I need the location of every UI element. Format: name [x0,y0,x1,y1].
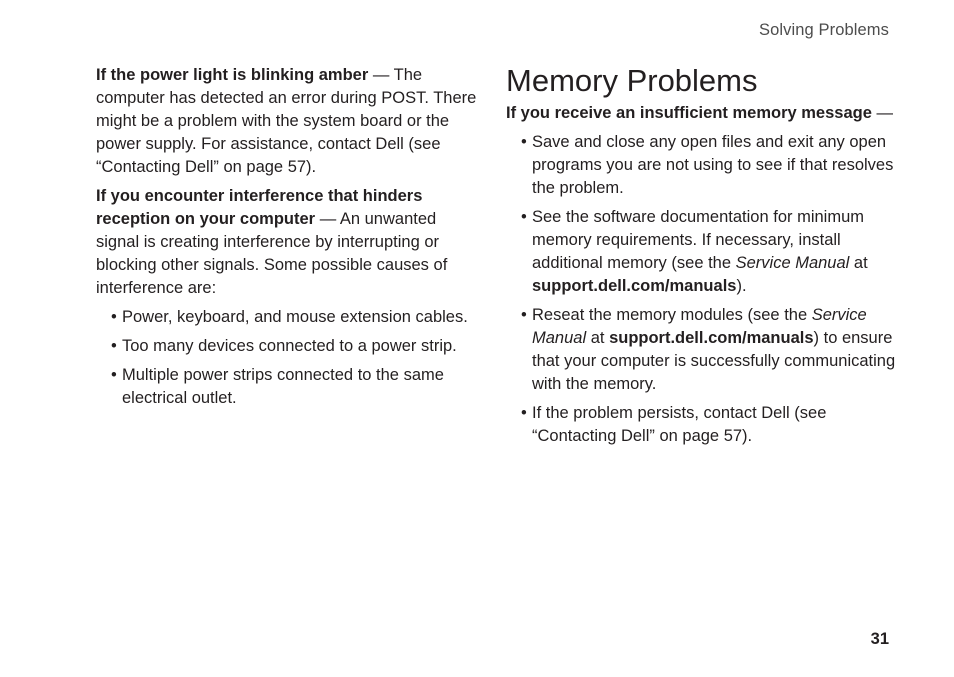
bullet-icon: • [521,306,527,324]
bullet-icon: • [521,208,527,226]
section-title: Memory Problems [506,63,758,98]
support-link: support.dell.com/manuals [609,329,814,347]
list-item: • Save and close any open files and exit any open programs you are not using to see if that resolves the problem. [521,133,894,197]
memory-steps-list [506,131,896,448]
list-item: • Multiple power strips connected to the same electrical outlet. [111,366,444,407]
bullet-icon: • [521,133,527,151]
page-number: 31 [870,630,889,648]
bullet-icon: • [521,404,527,422]
left-column [96,64,481,416]
bullet-icon: • [111,308,117,326]
list-item: • Power, keyboard, and mouse extension cables. [96,306,481,329]
power-light-text: — The computer has detected an error during POST. There might be a problem with the system board or the power supply. For assistance, contact Dell (see “Contacting Dell” on page 57). [96,66,477,176]
interference-heading: If you encounter interference that hinders reception on your computer [96,187,423,228]
support-link: support.dell.com/manuals [532,277,737,295]
list-item: • Too many devices connected to a power strip. [96,335,481,358]
running-header: Solving Problems [759,21,889,39]
interference-causes-list [96,306,481,410]
bullet-icon: • [111,337,117,355]
memory-intro: If you receive an insufficient memory message — [506,104,893,122]
list-item: • Reseat the memory modules (see the Service Manual at support.dell.com/manuals) to ensure that your computer is successfully communicating with the memory. [521,306,896,393]
interference-paragraph [96,185,481,300]
right-column [506,64,896,454]
power-light-heading: If the power light is blinking amber [96,66,369,84]
list-item: • See the software documentation for minimum memory requirements. If necessary, install additional memory (see the Service Manual at support.dell.com/manuals). [521,208,868,295]
bullet-icon: • [111,366,117,384]
interference-text: — An unwanted signal is creating interference by interrupting or blocking other signals. Some possible causes of interference are: [96,210,448,297]
list-item: • If the problem persists, contact Dell (see “Contacting Dell” on page 57). [521,404,827,445]
power-light-paragraph [96,64,481,179]
